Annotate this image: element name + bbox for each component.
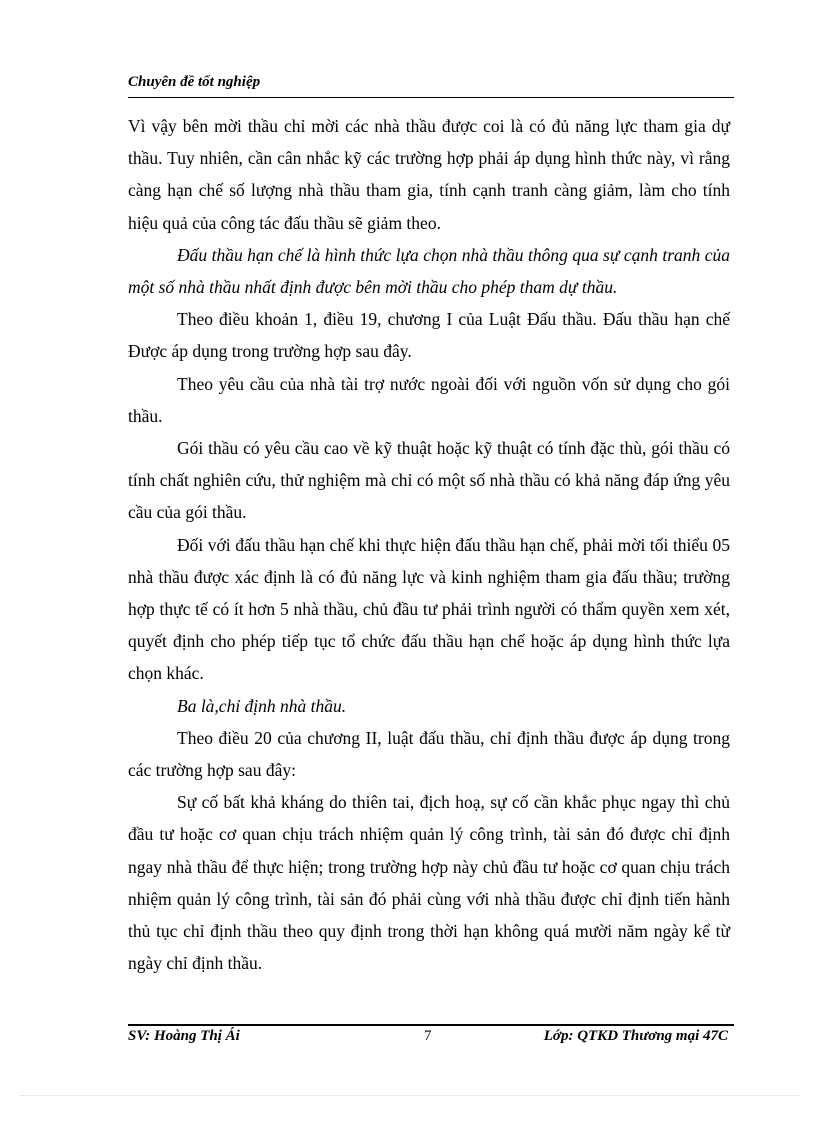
paragraph-2-definition: Đấu thầu hạn chế là hình thức lựa chọn nhà thầu thông qua sự cạnh tranh của một số nhà thầu nhất định được bên mời thầu cho phép tham dự thầu. (128, 244, 730, 298)
paragraph-1: Vì vậy bên mời thầu chỉ mời các nhà thầu được coi là có đủ năng lực tham gia dự thầu. Tuy nhiên, cần cân nhắc kỹ các trường hợp phải áp dụng hình thức này, vì rằng càng hạn chế số lượng nhà thầu tham gia, tính cạnh tranh càng giảm, làm cho tính hiệu quả của công tác đấu thầu sẽ giảm theo. (128, 116, 730, 233)
page-footer (128, 1028, 734, 1048)
page-edge-divider (20, 1095, 800, 1096)
class-name: Lớp: QTKD Thương mại 47C (543, 1028, 728, 1044)
footer-rule (128, 1024, 734, 1026)
student-name: SV: Hoàng Thị Ái (128, 1028, 240, 1044)
paragraph-9: Sự cố bất khả kháng do thiên tai, địch hoạ, sự cố cần khắc phục ngay thì chủ đầu tư hoặc cơ quan chịu trách nhiệm quản lý công trình, tài sản đó được chỉ định ngay nhà thầu để thực hiện; trong trường hợp này chủ đầu tư hoặc cơ quan chịu trách nhiệm quản lý công trình, tài sản đó phải cùng với nhà thầu được chỉ định tiến hành thủ tục chỉ định thầu theo quy định trong thời hạn không quá mười năm ngày kể từ ngày chỉ định thầu. (128, 792, 730, 974)
paragraph-4: Theo yêu cầu của nhà tài trợ nước ngoài đối với nguồn vốn sử dụng cho gói thầu. (128, 373, 730, 426)
paragraph-6: Đối với đấu thầu hạn chế khi thực hiện đấu thầu hạn chế, phải mời tối thiểu 05 nhà thầu được xác định là có đủ năng lực và kinh nghiệm tham gia đấu thầu; trường hợp thực tế có ít hơn 5 nhà thầu, chủ đầu tư phải trình người có thẩm quyền xem xét, quyết định cho phép tiếp tục tổ chức đấu thầu hạn chế hoặc áp dụng hình thức lựa chọn khác. (128, 534, 730, 684)
paragraph-5: Gói thầu có yêu cầu cao về kỹ thuật hoặc kỹ thuật có tính đặc thù, gói thầu có tính chất nghiên cứu, thử nghiệm mà chỉ có một số nhà thầu có khả năng đáp ứng yêu cầu của gói thầu. (128, 438, 730, 523)
page-number: 7 (424, 1028, 432, 1044)
paragraph-3: Theo điều khoản 1, điều 19, chương I của Luật Đấu thầu. Đấu thầu hạn chế Được áp dụng trong trường hợp sau đây. (128, 309, 730, 362)
running-header: Chuyên đề tốt nghiệp (128, 74, 261, 90)
document-body (128, 110, 730, 979)
section-heading-chi-dinh: Ba là,chỉ định nhà thầu. (177, 695, 347, 716)
paragraph-8: Theo điều 20 của chương II, luật đấu thầu, chỉ định thầu được áp dụng trong các trường hợp sau đây: (128, 727, 730, 781)
header-rule (128, 97, 734, 98)
